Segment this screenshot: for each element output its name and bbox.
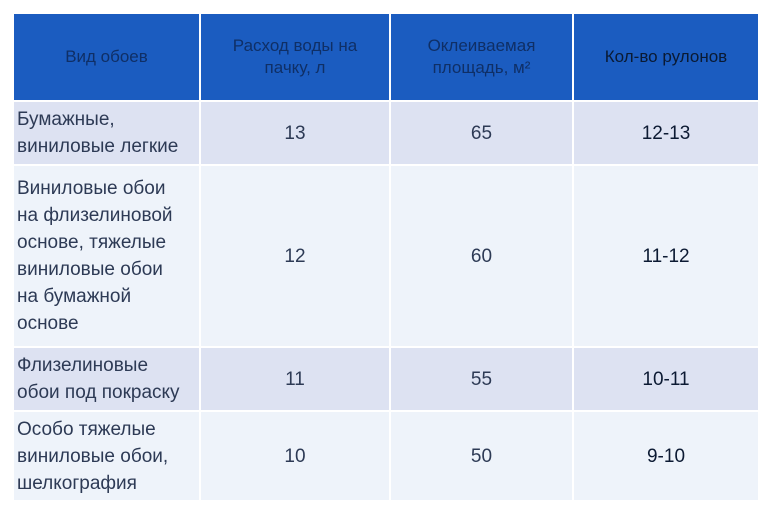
- cell-area: 65: [391, 102, 572, 164]
- cell-wallpaper-type: [14, 166, 199, 346]
- table-body: [14, 102, 758, 500]
- cell-water: 11: [201, 348, 389, 410]
- table-row: [14, 412, 758, 500]
- name-line: виниловые обои: [17, 259, 163, 280]
- table-header: [14, 14, 758, 100]
- name-line: шелкография: [17, 472, 137, 494]
- name-line: виниловые обои,: [17, 445, 169, 467]
- cell-water: 12: [201, 166, 389, 346]
- cell-rolls: 9-10: [574, 412, 758, 500]
- name-line: виниловые легкие: [17, 136, 179, 157]
- name-line: основе: [17, 313, 79, 334]
- wallpaper-table-container: [12, 12, 756, 502]
- name-line: Флизелиновые: [17, 355, 149, 376]
- name-line: обои под покраску: [17, 382, 180, 403]
- cell-wallpaper-type: [14, 348, 199, 410]
- table-row: [14, 102, 758, 164]
- header-row: [14, 14, 758, 100]
- cell-rolls: 10-11: [574, 348, 758, 410]
- name-line: на бумажной: [17, 286, 132, 307]
- wallpaper-consumption-table: [12, 12, 760, 502]
- header-rolls-count: Кол-во рулонов: [574, 14, 758, 100]
- cell-wallpaper-type: [14, 102, 199, 164]
- cell-water: 13: [201, 102, 389, 164]
- cell-area: 60: [391, 166, 572, 346]
- name-line: Бумажные,: [17, 109, 115, 130]
- cell-water: 10: [201, 412, 389, 500]
- table-row: [14, 348, 758, 410]
- cell-area: 50: [391, 412, 572, 500]
- cell-wallpaper-type: [14, 412, 199, 500]
- name-line: Особо тяжелые: [17, 418, 156, 440]
- name-line: основе, тяжелые: [17, 232, 167, 253]
- cell-rolls: 12-13: [574, 102, 758, 164]
- cell-rolls: 11-12: [574, 166, 758, 346]
- cell-area: 55: [391, 348, 572, 410]
- name-line: Виниловые обои: [17, 178, 166, 199]
- header-wallpaper-type: Вид обоев: [14, 14, 199, 100]
- table-row: [14, 166, 758, 346]
- name-line: на флизелиновой: [17, 205, 173, 226]
- header-water-per-pack: Расход воды на пачку, л: [201, 14, 389, 100]
- header-glued-area: Оклеиваемая площадь, м²: [391, 14, 572, 100]
